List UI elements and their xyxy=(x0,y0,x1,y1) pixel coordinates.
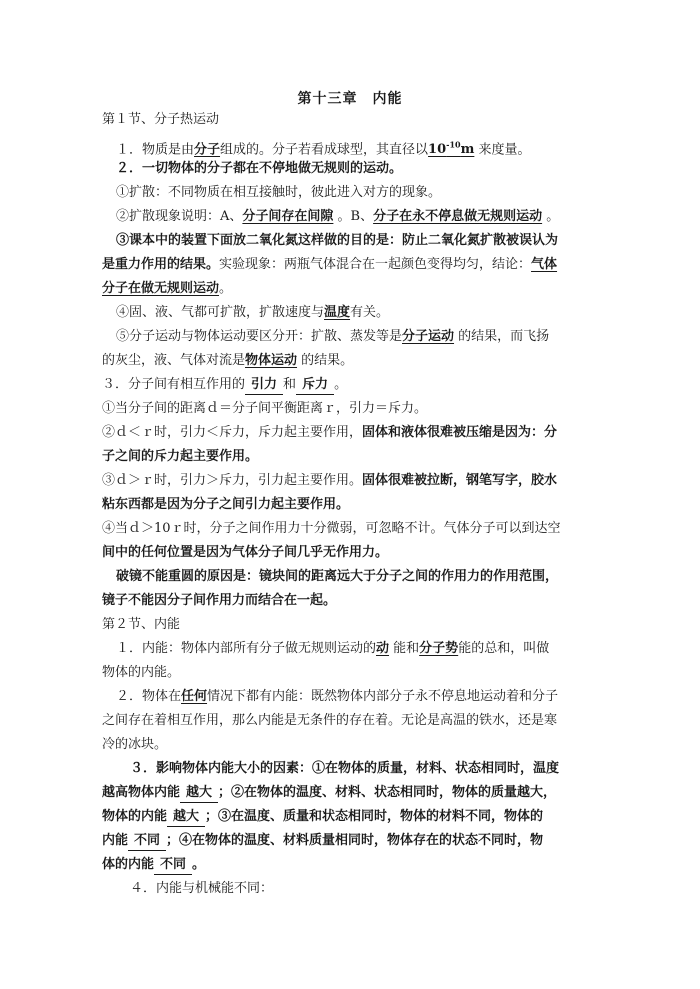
paragraph-11-line-1: ③ｄ＞ｒ时，引力＞斥力，引力起主要作用。固体很难被拉断，钢笔写字，胶水 xyxy=(102,473,558,488)
answer-diameter: $10^{-10}m$ xyxy=(428,140,475,158)
section-2-heading: 第２节、内能 xyxy=(102,617,181,632)
section-1-heading: 第１节、分子热运动 xyxy=(102,112,220,127)
paragraph-13-line-2: 镜子不能因分子间作用力而结合在一起。 xyxy=(102,593,337,608)
paragraph-10-line-1: ②ｄ＜ｒ时，引力＜斥力，斥力起主要作用，固体和液体很难被压缩是因为：分 xyxy=(102,425,558,440)
s2-paragraph-3-line-5: 体的内能 不同 。 xyxy=(102,853,205,877)
paragraph-5-line-3: 分子在做无规则运动。 xyxy=(102,281,233,296)
chapter-title: 第十三章 内能 xyxy=(297,91,403,107)
paragraph-1: １．物质是由分子组成的。分子若看成球型，其直径以$10^{-10}m$ 来度量。 xyxy=(116,140,531,158)
paragraph-6: ④固、液、气都可扩散，扩散速度与温度有关。 xyxy=(116,305,390,320)
s2-paragraph-3-line-4: 内能 不同 ；④在物体的温度、材料质量相同时，物体存在的状态不同时，物 xyxy=(102,829,543,853)
paragraph-7-line-2: 的灰尘，液、气体对流是物体运动 的结果。 xyxy=(102,353,354,368)
paragraph-13-line-1: 破镜不能重圆的原因是：镜块间的距离远大于分子之间的作用力的作用范围， xyxy=(116,569,559,584)
s2-paragraph-4: ４．内能与机械能不同： xyxy=(130,881,274,896)
paragraph-4: ②扩散现象说明：A、分子间存在间隙 。B、分子在永不停息做无规则运动 。 xyxy=(116,209,560,224)
paragraph-12-line-1: ④当ｄ＞10ｒ时，分子之间作用力十分微弱，可忽略不计。气体分子可以到达空 xyxy=(102,521,561,536)
s2-paragraph-1-line-1: １．内能：物体内部所有分子做无规则运动的动 能和分子势能的总和，叫做 xyxy=(116,641,550,656)
paragraph-11-line-2: 粘东西都是因为分子之间引力起主要作用。 xyxy=(102,497,350,512)
paragraph-5-line-1: ③课本中的装置下面放二氧化氮这样做的目的是：防止二氧化氮扩散被误认为 xyxy=(116,233,559,248)
paragraph-2: ２．一切物体的分子都在不停地做无规则的运动。 xyxy=(116,161,403,176)
s2-paragraph-1-line-2: 物体的内能。 xyxy=(102,665,181,680)
answer-molecule: 分子 xyxy=(194,142,221,158)
paragraph-8: ３．分子间有相互作用的 引力 和 斥力 。 xyxy=(102,373,347,397)
s2-paragraph-3-line-3: 物体的内能 越大 ；③在温度、质量和状态相同时，物体的材料不同，物体的 xyxy=(102,805,543,829)
s2-paragraph-2-line-1: ２．物体在任何情况下都有内能：既然物体内部分子永不停息地运动着和分子 xyxy=(116,689,559,704)
paragraph-5-line-2: 是重力作用的结果。实验现象：两瓶气体混合在一起颜色变得均匀，结论：气体 xyxy=(102,257,558,272)
paragraph-10-line-2: 子之间的斥力起主要作用。 xyxy=(102,449,259,464)
paragraph-12-line-2: 间中的任何位置是因为气体分子间几乎无作用力。 xyxy=(102,545,389,560)
s2-paragraph-3-line-2: 越高物体内能 越大 ；②在物体的温度、材料、状态相同时，物体的质量越大， xyxy=(102,781,556,805)
paragraph-9: ①当分子间的距离ｄ＝分子间平衡距离ｒ，引力＝斥力。 xyxy=(102,401,428,416)
paragraph-7-line-1: ⑤分子运动与物体运动要区分开：扩散、蒸发等是分子运动 的结果，而飞扬 xyxy=(116,329,550,344)
paragraph-3: ①扩散：不同物质在相互接触时，彼此进入对方的现象。 xyxy=(116,185,442,200)
s2-paragraph-2-line-2: 之间存在着相互作用，那么内能是无条件的存在着。无论是高温的铁水，还是寒 xyxy=(102,713,558,728)
s2-paragraph-3-line-1: ３．影响物体内能大小的因素：①在物体的质量，材料、状态相同时，温度 xyxy=(130,761,560,776)
s2-paragraph-2-line-3: 冷的冰块。 xyxy=(102,737,168,752)
